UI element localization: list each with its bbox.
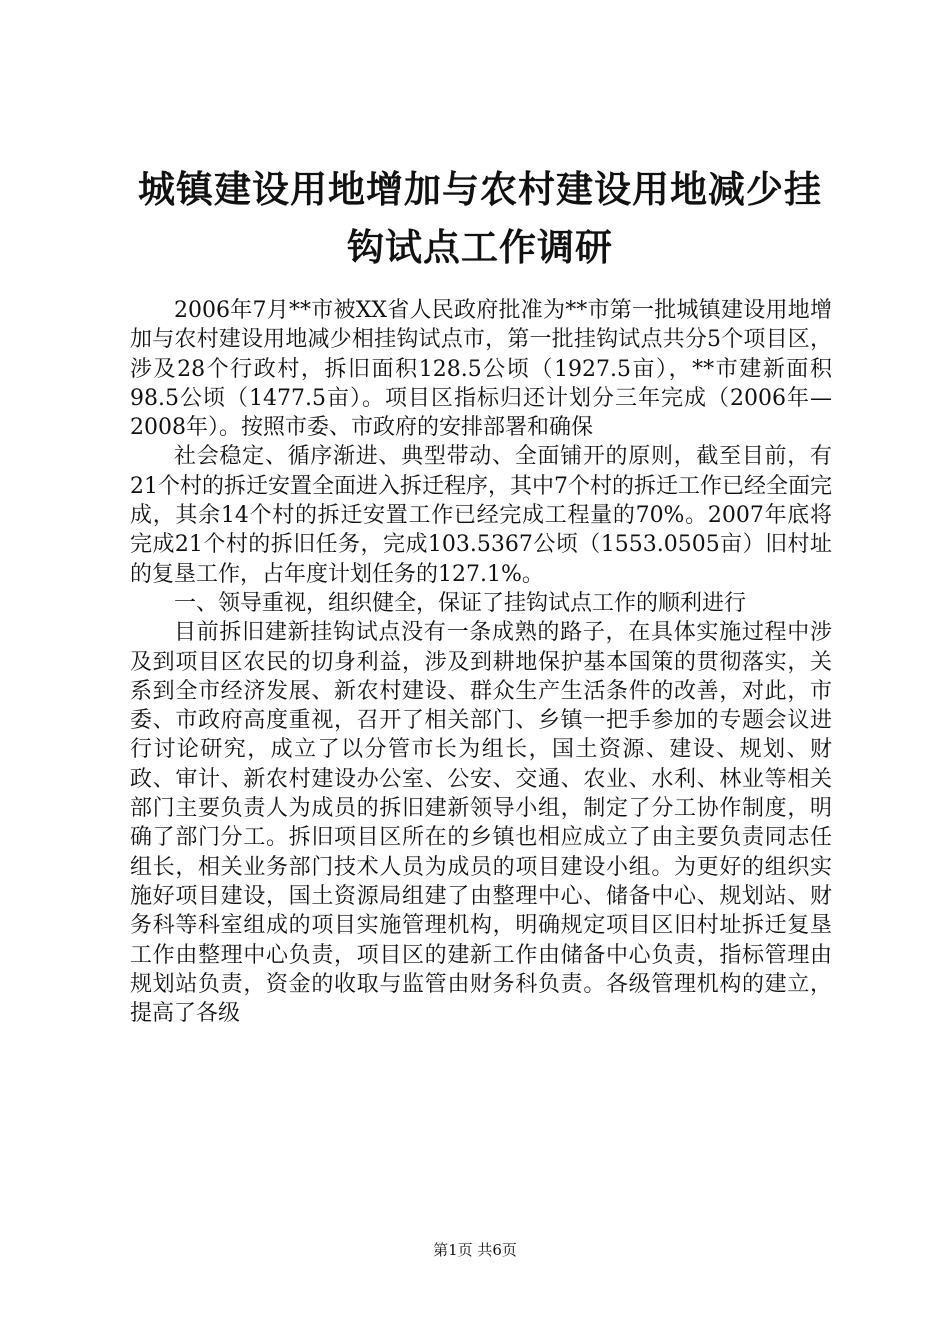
paragraph-progress: 社会稳定、循序渐进、典型带动、全面铺开的原则，截至目前，有21个村的拆迁安置全面进入拆迁程序，其中7个村的拆迁工作已经全面完成，其余14个村的拆迁安置工作已经完成工程量的70%。2007年底将完成21个村的拆旧任务，完成103.5367公顷（1553.0505亩）旧村址的复垦工作，占年度计划任务的127.1%。 <box>130 444 832 587</box>
document-title: 城镇建设用地增加与农村建设用地减少挂钩试点工作调研 <box>138 167 822 269</box>
document-body <box>130 296 832 1028</box>
paragraph-intro: 2006年7月**市被XX省人民政府批准为**市第一批城镇建设用地增加与农村建设用地减少相挂钩试点市，第一批挂钩试点共分5个项目区，涉及28个行政村，拆旧面积128.5公顷（1927.5亩），**市建新面积98.5公顷（1477.5亩）。项目区指标归还计划分三年完成（2006年—2008年）。按照市委、市政府的安排部署和确保 <box>130 298 832 441</box>
page-footer: 第1页 共6页 <box>433 1241 517 1259</box>
paragraph-leadership: 目前拆旧建新挂钩试点没有一条成熟的路子，在具体实施过程中涉及到项目区农民的切身利益，涉及到耕地保护基本国策的贯彻落实，关系到全市经济发展、新农村建设、群众生产生活条件的改善，对此，市委、市政府高度重视，召开了相关部门、乡镇一把手参加的专题会议进行讨论研究，成立了以分管市长为组长，国土资源、建设、规划、财政、审计、新农村建设办公室、公安、交通、农业、水利、林业等相关部门主要负责人为成员的拆旧建新领导小组，制定了分工协作制度，明确了部门分工。拆旧项目区所在的乡镇也相应成立了由主要负责同志任组长，相关业务部门技术人员为成员的项目建设小组。为更好的组织实施好项目建设，国土资源局组建了由整理中心、储备中心、规划站、财务科等科室组成的项目实施管理机构，明确规定项目区旧村址拆迁复垦工作由整理中心负责，项目区的建新工作由储备中心负责，指标管理由规划站负责，资金的收取与监管由财务科负责。各级管理机构的建立，提高了各级 <box>130 620 832 1027</box>
section-heading-1: 一、领导重视，组织健全，保证了挂钩试点工作的顺利进行 <box>174 590 747 616</box>
